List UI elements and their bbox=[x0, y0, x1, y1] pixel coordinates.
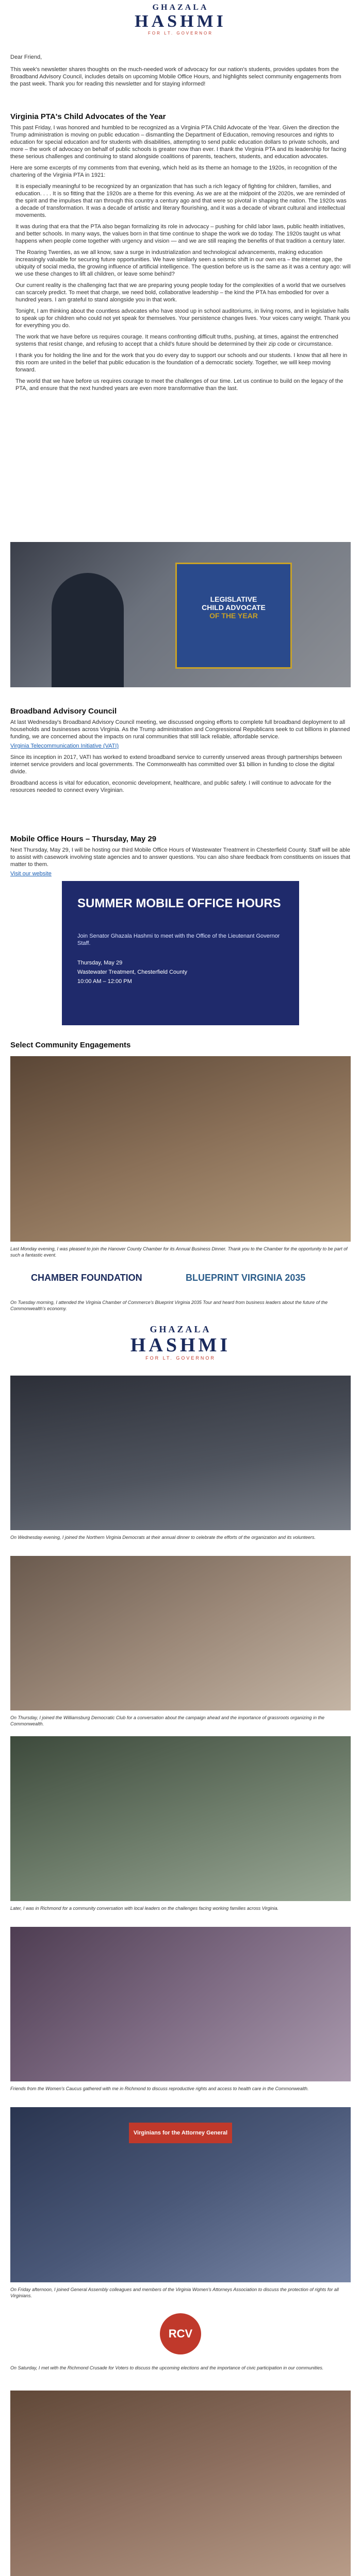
pta-title: Virginia PTA's Child Advocates of the Year bbox=[10, 112, 166, 121]
award-badge-line3: OF THE YEAR bbox=[209, 612, 258, 620]
community-title: Select Community Engagements bbox=[10, 1041, 131, 1049]
pta-p3: It is especially meaningful to be recognized by an organization that has such a rich legacy of fighting for children, families, and education. . . . It is so fitting that the 1920s are a theme for this evening. As we are at the midpoint of the 2020s, we are reminded of the spirit and the impulses that ran through this country a century ago and that were so pivotal in shaping the nation. The 1920s was a decade of transformation. It was a decade of artistic and literary flourishing, and it was a decade of vibrant cultural and intellectual movements. bbox=[15, 183, 347, 218]
caption-7: On Friday afternoon, I joined General Assembly colleagues and members of the Virginia Women's Attorneys Association to discuss the protection of rights for all Virginians. bbox=[10, 2287, 339, 2298]
broadband-p2: Since its inception in 2017, VATI has worked to extend broadband service to currently unserved areas through partnerships between internet service providers and local governments. The Commonwealth has committed over $1 billion in funding to close the digital divide. bbox=[10, 754, 342, 775]
mobile-office-section bbox=[10, 835, 351, 877]
vati-link[interactable]: Virginia Telecommunication Initiative (VATI) bbox=[10, 743, 119, 749]
flyer-details bbox=[77, 958, 284, 986]
pta-award-photo bbox=[10, 542, 351, 687]
richmond-community-photo bbox=[10, 1736, 351, 1901]
caption-2: On Tuesday morning, I attended the Virginia Chamber of Commerce's Blueprint Virginia 2035 Tour and heard from business leaders about the future of the Commonwealth's economy. bbox=[10, 1300, 328, 1311]
mobile-office-title: Mobile Office Hours – Thursday, May 29 bbox=[10, 835, 157, 843]
award-badge-line1: LEGISLATIVE bbox=[210, 595, 257, 603]
brand-block bbox=[103, 1324, 258, 1370]
chamber-logo: CHAMBER FOUNDATION bbox=[31, 1273, 142, 1283]
rcv-logo: RCV bbox=[160, 2313, 201, 2354]
brand-tagline: FOR LT. GOVERNOR bbox=[145, 1355, 216, 1361]
award-badge bbox=[175, 563, 292, 669]
pta-p1: This past Friday, I was honored and humbled to be recognized as a Virginia PTA Child Advocate of the Year. Given the direction the Trump administration is moving on public education – dismantling the Department of Education, removing resources and rights to education for special education and for students with disabilities, attempting to send public education dollars to private schools, and more – the work of advocacy on behalf of public schools is greater now than ever. I thank the Virginia PTA and its leadership for facing these serious challenges and continuing to stand alongside coalitions of parents, teachers, students, and education advocates. bbox=[10, 125, 347, 160]
brand-last-name: HASHMI bbox=[130, 1334, 231, 1356]
caption-3: On Wednesday evening, I joined the Northern Virginia Democrats at their annual dinner to celebrate the efforts of the organization and its volunteers. bbox=[10, 1535, 316, 1540]
caption-1: Last Monday evening, I was pleased to join the Hanover County Chamber for its Annual Business Dinner. Thank you to the Chamber for the opportunity to be part of such a fantastic event. bbox=[10, 1246, 348, 1258]
mobile-office-flyer bbox=[62, 881, 299, 1025]
pta-section bbox=[10, 112, 351, 392]
caption-6: Friends from the Women's Caucus gathered with me in Richmond to discuss reproductive rights and access to health care in the Commonwealth. bbox=[10, 2086, 309, 2091]
caption-8: On Saturday, I met with the Richmond Crusade for Voters to discuss the upcoming elections and the importance of civic participation in our communities. bbox=[10, 2365, 324, 2370]
blueprint-logo: BLUEPRINT VIRGINIA 2035 bbox=[186, 1273, 306, 1283]
speaker-figure bbox=[52, 573, 124, 687]
flyer-body: Join Senator Ghazala Hashmi to meet with the Office of the Lieutenant Governor Staff. bbox=[77, 933, 280, 946]
aapi-celebration-photo bbox=[10, 2391, 351, 2576]
flyer-detail-date: Thursday, May 29 bbox=[77, 960, 123, 966]
broadband-p1: At last Wednesday's Broadband Advisory Council meeting, we discussed ongoing efforts to complete full broadband deployment to all households and businesses across Virginia. As the Trump administration and Congressional Republicans seek to cut billions in planned funding, we are concerned about the impacts on rural communities that still lack reliable, affordable service. bbox=[10, 719, 350, 740]
womens-caucus-photo bbox=[10, 1927, 351, 2081]
caption-4: On Thursday, I joined the Williamsburg Democratic Club for a conversation about the campaign ahead and the importance of grassroots organizing in the Commonwealth. bbox=[10, 1715, 325, 1726]
pta-p5: The Roaring Twenties, as we all know, saw a surge in industrialization and technological advancements, making education increasingly valuable for securing future opportunities. We have similarly seen a seismic shift in our own era – the internet age, the ubiquity of social media, the growing influence of artificial intelligence. The question before us is the same as it was a century ago: will we use these changes to lift all children, or leave some behind? bbox=[15, 249, 351, 277]
hanover-chamber-photo bbox=[10, 1056, 351, 1242]
pta-p2: Here are some excerpts of my comments from that evening, which held as its theme an homage to the 1920s, in recognition of the chartering of the Virginia PTA in 1921: bbox=[10, 165, 337, 178]
intro bbox=[10, 54, 351, 88]
event-sign: Virginians for the Attorney General bbox=[129, 2123, 232, 2143]
broadband-p3: Broadband access is vital for education, economic development, healthcare, and public safety. I will continue to advocate for the resources needed to connect every Virginian. bbox=[10, 780, 332, 793]
flyer-detail-location: Wastewater Treatment, Chesterfield County bbox=[77, 969, 187, 975]
broadband-title: Broadband Advisory Council bbox=[10, 707, 117, 716]
caption-5: Later, I was in Richmond for a community conversation with local leaders on the challenges facing working families across Virginia. bbox=[10, 1906, 279, 1911]
mobile-office-p1: Next Thursday, May 29, I will be hosting our third Mobile Office Hours of Wastewater Treatment in Chesterfield County. Staff will be able to assist with casework involving state agencies and to answer questions. You can also share feedback from constituents on issues that matter to them. bbox=[10, 847, 351, 868]
flyer-title: SUMMER MOBILE OFFICE HOURS bbox=[77, 896, 281, 910]
masthead bbox=[0, 0, 361, 47]
pta-p4: It was during that era that the PTA also began formalizing its role in advocacy – pushing for child labor laws, public health initiatives, and better schools. In many ways, the values born in that time continue to shape the work we do today. The 1920s taught us what happens when people come together with urgency and vision — and we are still reaping the benefits of that tradition a century later. bbox=[15, 224, 346, 244]
partner-logos bbox=[31, 1267, 330, 1295]
community-section bbox=[10, 1041, 351, 1049]
masthead-last-name: HASHMI bbox=[135, 12, 226, 31]
pta-p10: The world that we have before us requires courage to meet the challenges of our time. Let us continue to build on the legacy of the PTA, and ensure that the next hundred years are even more transformative than the last. bbox=[15, 378, 343, 392]
broadband-section bbox=[10, 707, 351, 794]
pta-p8: The work that we have before us requires courage. It means confronting difficult truths, pushing, at times, against the entrenched systems that resist change, and refusing to accept that a child's future should be determined by their zip code or circumstance. bbox=[15, 334, 338, 347]
award-badge-line2: CHILD ADVOCATE bbox=[202, 603, 266, 612]
flyer-detail-time: 10:00 AM – 12:00 PM bbox=[77, 978, 132, 985]
masthead-tagline: FOR LT. GOVERNOR bbox=[147, 31, 214, 36]
pta-p7: Tonight, I am thinking about the countless advocates who have stood up in school auditoriums, in living rooms, and in legislative halls to speak up for children who could not yet speak for themselves. Your persistence changes lives. Your voices carry weight. Thank you for everything you do. bbox=[15, 308, 351, 329]
attorneys-association-photo bbox=[10, 2107, 351, 2282]
nova-dinner-photo bbox=[10, 1376, 351, 1530]
greeting: Dear Friend, bbox=[10, 54, 42, 60]
brand-first-name: GHAZALA bbox=[150, 1324, 211, 1334]
williamsburg-photo bbox=[10, 1556, 351, 1710]
masthead-first-name: GHAZALA bbox=[152, 3, 209, 12]
website-link[interactable]: Visit our website bbox=[10, 871, 52, 877]
intro-paragraph: This week's newsletter shares thoughts on the much-needed work of advocacy for our nation's students, provides updates from the Broadband Advisory Council, includes details on upcoming Mobile Office Hours, and highlights select community engagements from the past week. Thank you for reading this newsletter and for staying informed! bbox=[10, 66, 341, 87]
pta-p9: I thank you for holding the line and for the work that you do every day to support our schools and our students. I know that all here in this room are united in the belief that public education is the foundation of a democratic society. Together, we will keep moving forward. bbox=[15, 352, 348, 373]
pta-p6: Our current reality is the challenging fact that we are preparing young people today for the complexities of a world that we ourselves can scarcely predict. To meet that charge, we need bold, collaborative leadership – the kind the PTA has embodied for over a hundred years. I am grateful to stand alongside you in that work. bbox=[15, 282, 346, 303]
